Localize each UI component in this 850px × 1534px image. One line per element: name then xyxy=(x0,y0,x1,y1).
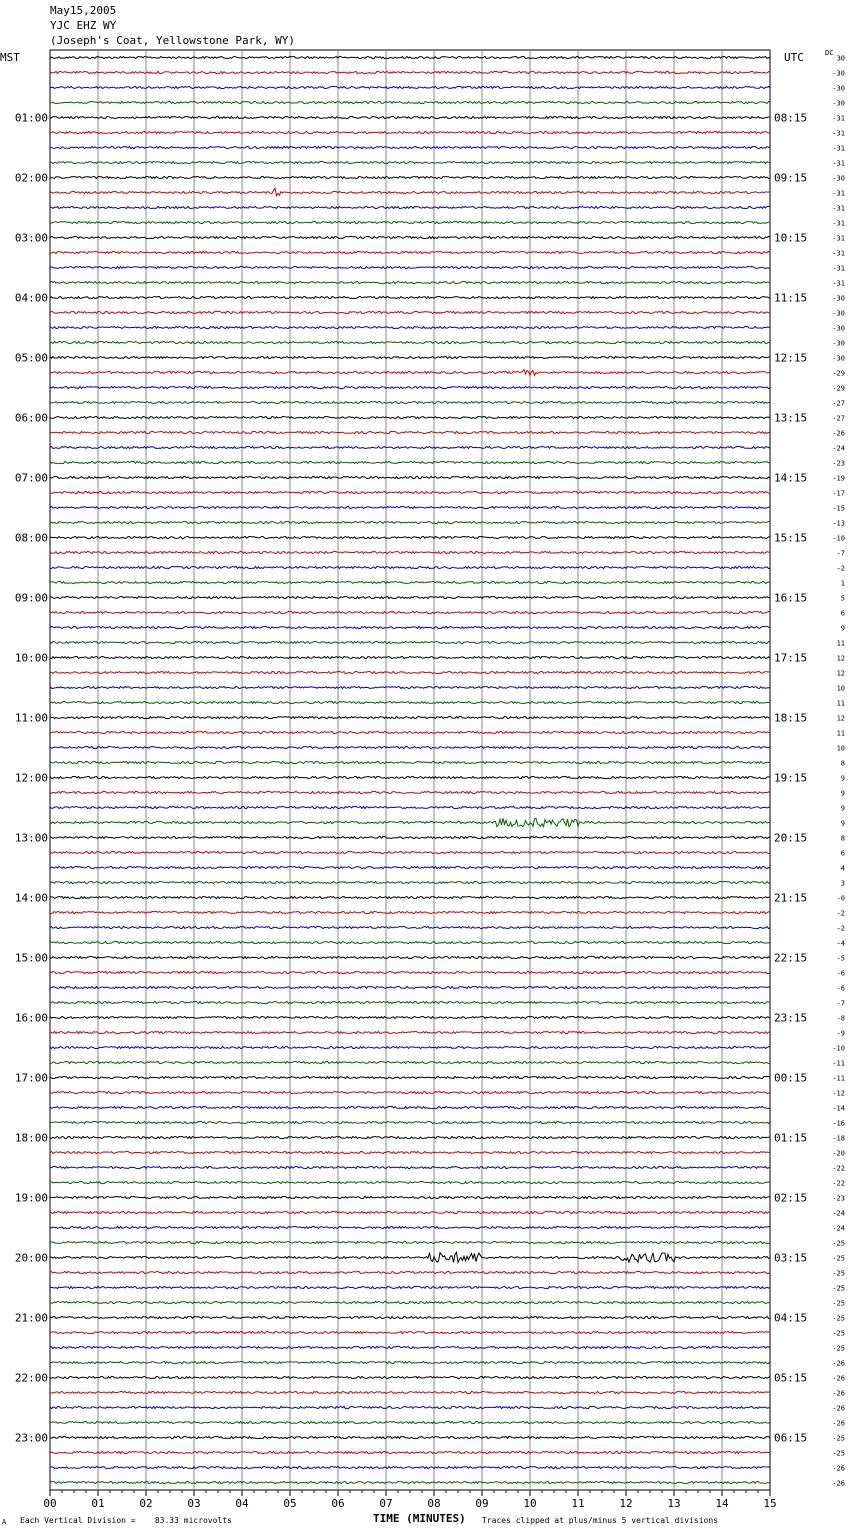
trace-line xyxy=(50,386,770,388)
trace-line xyxy=(50,1376,770,1378)
left-hour-label: 01:00 xyxy=(14,111,48,125)
trace-line xyxy=(50,1421,770,1423)
trace-line xyxy=(50,1211,770,1213)
trace-line xyxy=(50,1196,770,1198)
dc-offset-label: -8 xyxy=(836,1014,845,1023)
dc-offset-label: -25 xyxy=(832,1269,845,1278)
dc-offset-label: 30 xyxy=(836,54,845,63)
trace-line xyxy=(50,818,770,827)
trace-line xyxy=(50,206,770,208)
trace-line xyxy=(50,1406,770,1408)
trace-line xyxy=(50,476,770,478)
dc-offset-label: 9 xyxy=(840,789,845,798)
dc-offset-label: 6 xyxy=(840,609,845,618)
trace-line xyxy=(50,251,770,253)
trace-line xyxy=(50,296,770,298)
dc-offset-label: -30 xyxy=(832,99,845,108)
dc-offset-label: -25 xyxy=(832,1344,845,1353)
dc-offset-label: -2 xyxy=(836,564,845,573)
x-tick-label: 11 xyxy=(571,1497,585,1510)
dc-offset-label: 10 xyxy=(836,684,845,693)
trace-line xyxy=(50,851,770,853)
right-hour-label: 06:15 xyxy=(774,1431,808,1445)
x-tick-label: 07 xyxy=(379,1497,393,1510)
x-tick-label: 13 xyxy=(667,1497,681,1510)
right-hour-label: 12:15 xyxy=(774,351,808,365)
dc-offset-label: -31 xyxy=(832,279,845,288)
station-location: (Joseph's Coat, Yellowstone Park, WY) xyxy=(50,34,296,47)
dc-offset-label: -26 xyxy=(832,1359,845,1368)
trace-line xyxy=(50,1091,770,1093)
trace-line xyxy=(50,431,770,433)
left-hour-label: 22:00 xyxy=(14,1371,48,1385)
trace-line xyxy=(50,1451,770,1453)
dc-offset-label: 11 xyxy=(836,639,845,648)
right-axis-title: UTC xyxy=(784,51,804,64)
left-hour-label: 06:00 xyxy=(14,411,48,425)
left-hour-label: 11:00 xyxy=(14,711,48,725)
trace-line xyxy=(50,611,770,613)
x-tick-label: 12 xyxy=(619,1497,633,1510)
dc-offset-label: -12 xyxy=(832,1089,845,1098)
trace-line xyxy=(50,1151,770,1153)
trace-line xyxy=(50,776,770,778)
trace-line xyxy=(50,986,770,988)
right-hour-label: 20:15 xyxy=(774,831,808,845)
right-hour-label: 19:15 xyxy=(774,771,808,785)
trace-line xyxy=(50,161,770,163)
dc-offset-label: 12 xyxy=(836,714,845,723)
trace-line xyxy=(50,671,770,673)
dc-offset-label: -31 xyxy=(832,114,845,123)
trace-line xyxy=(50,416,770,418)
dc-offset-label: -30 xyxy=(832,174,845,183)
dc-offset-label: -26 xyxy=(832,1389,845,1398)
trace-line xyxy=(50,551,770,553)
trace-line xyxy=(50,731,770,733)
left-hour-label: 08:00 xyxy=(14,531,48,545)
trace-line xyxy=(50,1226,770,1228)
left-hour-label: 07:00 xyxy=(14,471,48,485)
dc-offset-label: -31 xyxy=(832,234,845,243)
dc-offset-label: 8 xyxy=(840,759,845,768)
dc-offset-label: -25 xyxy=(832,1449,845,1458)
dc-offset-label: -17 xyxy=(832,489,845,498)
dc-offset-label: 1 xyxy=(840,579,845,588)
dc-offset-label: -31 xyxy=(832,144,845,153)
trace-line xyxy=(50,506,770,508)
dc-offset-label: -5 xyxy=(836,954,845,963)
dc-offset-label: 5 xyxy=(840,594,845,603)
trace-line xyxy=(50,1046,770,1048)
trace-line xyxy=(50,281,770,283)
dc-offset-label: -18 xyxy=(832,1134,845,1143)
trace-line xyxy=(50,236,770,238)
trace-line xyxy=(50,866,770,868)
dc-offset-label: -20 xyxy=(832,1149,845,1158)
x-tick-label: 05 xyxy=(283,1497,297,1510)
dc-offset-label: -31 xyxy=(832,189,845,198)
trace-line xyxy=(50,1166,770,1168)
dc-offset-label: -10 xyxy=(832,1044,845,1053)
dc-offset-label: -14 xyxy=(832,1104,845,1113)
dc-offset-label: -26 xyxy=(832,1464,845,1473)
trace-line xyxy=(50,746,770,748)
trace-line xyxy=(50,446,770,448)
x-tick-label: 00 xyxy=(43,1497,57,1510)
trace-line xyxy=(50,716,770,718)
dc-offset-label: 11 xyxy=(836,729,845,738)
right-hour-label: 17:15 xyxy=(774,651,808,665)
dc-offset-label: -31 xyxy=(832,204,845,213)
dc-offset-label: -13 xyxy=(832,519,845,528)
trace-line xyxy=(50,566,770,568)
station-code: YJC EHZ WY xyxy=(50,19,117,32)
right-hour-label: 22:15 xyxy=(774,951,808,965)
left-hour-label: 21:00 xyxy=(14,1311,48,1325)
dc-offset-label: 3 xyxy=(840,879,845,888)
trace-line xyxy=(50,326,770,328)
trace-line xyxy=(50,1076,770,1078)
x-tick-label: 08 xyxy=(427,1497,441,1510)
right-hour-label: 00:15 xyxy=(774,1071,808,1085)
dc-offset-label: 9 xyxy=(840,804,845,813)
trace-line xyxy=(50,101,770,103)
dc-offset-label: -16 xyxy=(832,1119,845,1128)
dc-offset-label: -22 xyxy=(832,1164,845,1173)
dc-offset-label: -30 xyxy=(832,294,845,303)
trace-line xyxy=(50,1121,770,1123)
dc-offset-label: -30 xyxy=(832,84,845,93)
dc-offset-label: 9 xyxy=(840,819,845,828)
trace-line xyxy=(50,311,770,313)
dc-offset-label: -25 xyxy=(832,1314,845,1323)
left-hour-label: 09:00 xyxy=(14,591,48,605)
left-axis-title: MST xyxy=(0,51,20,64)
dc-offset-label: -25 xyxy=(832,1329,845,1338)
dc-offset-label: -0 xyxy=(836,894,845,903)
x-tick-label: 09 xyxy=(475,1497,489,1510)
x-tick-label: 14 xyxy=(715,1497,729,1510)
dc-offset-label: -11 xyxy=(832,1059,845,1068)
dc-offset-label: -25 xyxy=(832,1284,845,1293)
trace-line xyxy=(50,971,770,973)
dc-offset-label: -25 xyxy=(832,1299,845,1308)
x-axis-ticks xyxy=(43,1490,776,1510)
dc-offset-label: 9 xyxy=(840,624,845,633)
right-hour-label: 14:15 xyxy=(774,471,808,485)
x-tick-label: 01 xyxy=(91,1497,105,1510)
dc-offset-label: -31 xyxy=(832,219,845,228)
left-hour-label: 14:00 xyxy=(14,891,48,905)
trace-line xyxy=(50,401,770,403)
trace-line xyxy=(50,266,770,268)
trace-line xyxy=(50,806,770,808)
dc-offset-label: -2 xyxy=(836,924,845,933)
trace-line xyxy=(50,370,770,376)
right-hour-label: 11:15 xyxy=(774,291,808,305)
dc-offset-label: -23 xyxy=(832,459,845,468)
dc-offset-label: -31 xyxy=(832,159,845,168)
dc-offset-label: -31 xyxy=(832,264,845,273)
x-tick-label: 03 xyxy=(187,1497,201,1510)
right-hour-label: 13:15 xyxy=(774,411,808,425)
trace-line xyxy=(50,596,770,598)
right-hour-label: 21:15 xyxy=(774,891,808,905)
left-hour-label: 23:00 xyxy=(14,1431,48,1445)
trace-line xyxy=(50,581,770,583)
trace-line xyxy=(50,656,770,658)
x-tick-label: 02 xyxy=(139,1497,153,1510)
trace-line xyxy=(50,1106,770,1108)
dc-offset-label: -31 xyxy=(832,129,845,138)
right-hour-label: 15:15 xyxy=(774,531,808,545)
dc-offset-label: -4 xyxy=(836,939,845,948)
dc-offset-label: 6 xyxy=(840,849,845,858)
trace-line xyxy=(50,1016,770,1018)
right-hour-label: 16:15 xyxy=(774,591,808,605)
left-hour-label: 02:00 xyxy=(14,171,48,185)
trace-line xyxy=(50,1181,770,1183)
dc-offset-label: 12 xyxy=(836,654,845,663)
trace-line xyxy=(50,1436,770,1438)
trace-line xyxy=(50,1001,770,1003)
trace-line xyxy=(50,686,770,688)
dc-offset-label: -15 xyxy=(832,504,845,513)
left-hour-label: 20:00 xyxy=(14,1251,48,1265)
left-hour-label: 13:00 xyxy=(14,831,48,845)
trace-line xyxy=(50,1316,770,1318)
trace-line xyxy=(50,56,770,58)
right-hour-label: 03:15 xyxy=(774,1251,808,1265)
plot-date: May15,2005 xyxy=(50,4,117,17)
seismic-traces xyxy=(50,56,770,1483)
x-axis-title: TIME (MINUTES) xyxy=(373,1512,466,1525)
trace-line xyxy=(50,221,770,223)
trace-line xyxy=(50,341,770,343)
dc-offset-label: -9 xyxy=(836,1029,845,1038)
trace-line xyxy=(50,491,770,493)
trace-line xyxy=(50,1466,770,1468)
right-hour-labels xyxy=(774,112,807,1445)
dc-offset-label: -23 xyxy=(832,1194,845,1203)
trace-line xyxy=(50,71,770,73)
trace-line xyxy=(50,761,770,763)
dc-offset-label: -25 xyxy=(832,1254,845,1263)
trace-line xyxy=(50,1252,770,1262)
right-hour-label: 02:15 xyxy=(774,1191,808,1205)
trace-line xyxy=(50,131,770,133)
trace-line xyxy=(50,461,770,463)
dc-offset-label: -26 xyxy=(832,429,845,438)
trace-line xyxy=(50,1346,770,1348)
dc-offset-label: -22 xyxy=(832,1179,845,1188)
left-hour-label: 17:00 xyxy=(14,1071,48,1085)
trace-line xyxy=(50,1481,770,1483)
left-hour-labels xyxy=(15,112,48,1445)
dc-offset-label: 10 xyxy=(836,744,845,753)
dc-offset-label: -26 xyxy=(832,1419,845,1428)
dc-offset-label: -24 xyxy=(832,444,845,453)
left-hour-label: 16:00 xyxy=(14,1011,48,1025)
right-hour-label: 08:15 xyxy=(774,111,808,125)
dc-offset-label: -19 xyxy=(832,474,845,483)
trace-line xyxy=(50,1241,770,1243)
left-hour-label: 15:00 xyxy=(14,951,48,965)
trace-line xyxy=(50,1301,770,1303)
dc-offset-label: -6 xyxy=(836,969,845,978)
trace-line xyxy=(50,881,770,883)
dc-offset-label: 12 xyxy=(836,669,845,678)
trace-line xyxy=(50,641,770,643)
x-tick-label: 15 xyxy=(763,1497,777,1510)
dc-offset-label: -24 xyxy=(832,1209,845,1218)
right-hour-label: 04:15 xyxy=(774,1311,808,1325)
dc-offset-label: -29 xyxy=(832,384,845,393)
trace-line xyxy=(50,1286,770,1288)
dc-offset-label: 11 xyxy=(836,699,845,708)
x-tick-label: 04 xyxy=(235,1497,249,1510)
trace-line xyxy=(50,521,770,523)
dc-offset-label: -30 xyxy=(832,339,845,348)
right-hour-label: 23:15 xyxy=(774,1011,808,1025)
trace-line xyxy=(50,1136,770,1138)
corner-mark: A xyxy=(2,1518,7,1526)
dc-offset-label: -31 xyxy=(832,249,845,258)
right-hour-label: 18:15 xyxy=(774,711,808,725)
left-hour-label: 04:00 xyxy=(14,291,48,305)
dc-offset-label: -24 xyxy=(832,1224,845,1233)
dc-offset-label: -29 xyxy=(832,369,845,378)
left-hour-label: 03:00 xyxy=(14,231,48,245)
clipping-note: Traces clipped at plus/minus 5 vertical divisions xyxy=(482,1516,719,1525)
trace-line xyxy=(50,896,770,898)
trace-line xyxy=(50,1271,770,1273)
dc-offset-label: -30 xyxy=(832,69,845,78)
trace-line xyxy=(50,86,770,88)
left-hour-label: 12:00 xyxy=(14,771,48,785)
dc-offset-label: -10 xyxy=(832,534,845,543)
dc-offset-label: -27 xyxy=(832,399,845,408)
dc-offset-label: -25 xyxy=(832,1239,845,1248)
trace-line xyxy=(50,1031,770,1033)
x-tick-label: 06 xyxy=(331,1497,345,1510)
trace-line xyxy=(50,791,770,793)
x-tick-label: 10 xyxy=(523,1497,537,1510)
dc-offset-label: -30 xyxy=(832,324,845,333)
dc-offset-label: -26 xyxy=(832,1404,845,1413)
dc-offset-label: -11 xyxy=(832,1074,845,1083)
trace-line xyxy=(50,176,770,178)
left-hour-label: 18:00 xyxy=(14,1131,48,1145)
dc-offset-label: -25 xyxy=(832,1434,845,1443)
right-hour-label: 09:15 xyxy=(774,171,808,185)
trace-line xyxy=(50,701,770,703)
left-hour-label: 19:00 xyxy=(14,1191,48,1205)
dc-offset-label: -7 xyxy=(836,999,845,1008)
dc-offset-label: -2 xyxy=(836,909,845,918)
trace-line xyxy=(50,836,770,838)
trace-line xyxy=(50,146,770,148)
trace-line xyxy=(50,1061,770,1063)
left-hour-label: 10:00 xyxy=(14,651,48,665)
dc-offset-label: -6 xyxy=(836,984,845,993)
dc-offset-label: -30 xyxy=(832,354,845,363)
dc-offset-label: 4 xyxy=(840,864,845,873)
dc-offset-label: -7 xyxy=(836,549,845,558)
trace-line xyxy=(50,356,770,358)
dc-offset-label: -26 xyxy=(832,1479,845,1488)
dc-offset-label: -30 xyxy=(832,309,845,318)
trace-line xyxy=(50,911,770,913)
dc-offset-label: 9 xyxy=(840,774,845,783)
dc-offset-labels xyxy=(832,55,845,1488)
trace-line xyxy=(50,926,770,928)
right-hour-label: 10:15 xyxy=(774,231,808,245)
trace-line xyxy=(50,188,770,196)
right-hour-label: 01:15 xyxy=(774,1131,808,1145)
left-hour-label: 05:00 xyxy=(14,351,48,365)
dc-offset-label: -27 xyxy=(832,414,845,423)
dc-offset-title: DC xyxy=(825,49,834,57)
trace-line xyxy=(50,1331,770,1333)
right-hour-label: 05:15 xyxy=(774,1371,808,1385)
trace-line xyxy=(50,956,770,958)
trace-line xyxy=(50,941,770,943)
trace-line xyxy=(50,536,770,538)
dc-offset-label: -26 xyxy=(832,1374,845,1383)
vertical-division-note: Each Vertical Division = 83.33 microvolts xyxy=(20,1516,232,1525)
trace-line xyxy=(50,1391,770,1393)
trace-line xyxy=(50,116,770,118)
trace-line xyxy=(50,1361,770,1363)
dc-offset-label: 8 xyxy=(840,834,845,843)
trace-line xyxy=(50,626,770,628)
